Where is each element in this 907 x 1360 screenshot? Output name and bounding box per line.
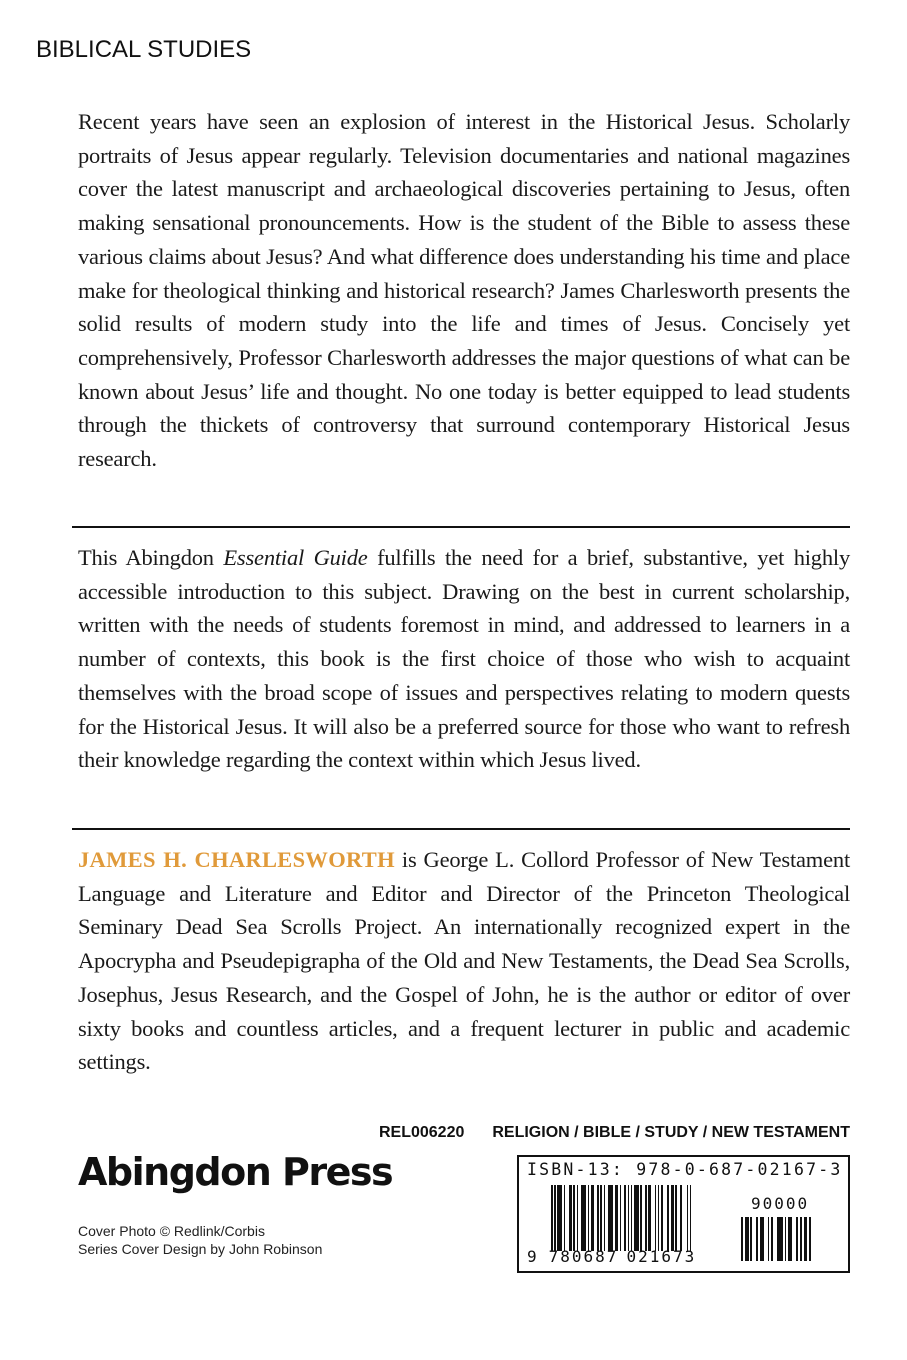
description-paragraph-2: [78, 541, 850, 777]
barcode-lead-digit: 9: [527, 1247, 539, 1266]
subject-classification: [379, 1124, 850, 1142]
barcode-group-1: 780687: [548, 1247, 619, 1266]
barcode-bars-icon: [551, 1185, 723, 1251]
series-title-italic: Essential Guide: [223, 545, 368, 570]
paragraph-2-rest: fulfills the need for a brief, substantive, yet highly accessible introduction to this subject. Drawing on the best in current scholarship, written with the needs of students foremost in mind, and addressed to learners in a number of contexts, this book is the first choice of those who wish to acquaint themselves with the broad scope of issues and perspectives relating to modern quests for the Historical Jesus. It will also be a preferred source for those who want to refresh their knowledge regarding the context within which Jesus lived.: [78, 545, 850, 773]
cover-credits: [78, 1222, 322, 1258]
barcode-group-2: 021673: [626, 1247, 697, 1266]
bisac-code: REL006220: [378, 1124, 465, 1141]
author-name: JAMES H. CHARLESWORTH: [78, 847, 395, 872]
addon-barcode-bars-icon: [741, 1217, 831, 1261]
photo-credit: Cover Photo © Redlink/Corbis: [78, 1223, 265, 1239]
author-bio: [78, 843, 850, 1079]
divider-rule: [72, 526, 850, 528]
isbn-barcode: [517, 1155, 850, 1273]
publisher-logo: Abingdon Press: [78, 1150, 393, 1194]
author-bio-text: is George L. Collord Professor of New Testament Language and Literature and Editor and Director of the Princeton Theological Seminary Dead Sea Scrolls Project. An internationally recognized expert in the Apocrypha and Pseudepigrapha of the Old and New Testaments, the Dead Sea Scrolls, Josephus, Jesus Research, and the Gospel of John, he is the author or editor of over sixty books and countless articles, and a frequent lecturer in public and academic settings.: [78, 847, 850, 1075]
paragraph-2-lead: This Abingdon: [78, 545, 224, 570]
series-label: BIBLICAL STUDIES: [36, 36, 252, 63]
divider-rule: [72, 828, 850, 830]
isbn-label: ISBN-13: 978-0-687-02167-3: [527, 1160, 843, 1179]
subject-category: RELIGION / BIBLE / STUDY / NEW TESTAMENT: [492, 1124, 850, 1141]
barcode-digits: [527, 1247, 696, 1266]
price-code: 90000: [751, 1194, 810, 1213]
design-credit: Series Cover Design by John Robinson: [78, 1241, 323, 1257]
description-paragraph-1: Recent years have seen an explosion of interest in the Historical Jesus. Scholarly portraits of Jesus appear regularly. Television documentaries and national magazines cover the latest manuscript and archaeological discoveries pertaining to Jesus, often making sensational pronouncements. How is the student of the Bible to assess these various claims about Jesus? And what difference does understanding his time and place make for theological thinking and historical research? James Charlesworth presents the solid results of modern study into the life and times of Jesus. Concisely yet comprehensively, Professor Charlesworth addresses the major questions of what can be known about Jesus’ life and thought. No one today is better equipped to lead students through the thickets of controversy that surround contemporary Historical Jesus research.: [78, 109, 850, 472]
